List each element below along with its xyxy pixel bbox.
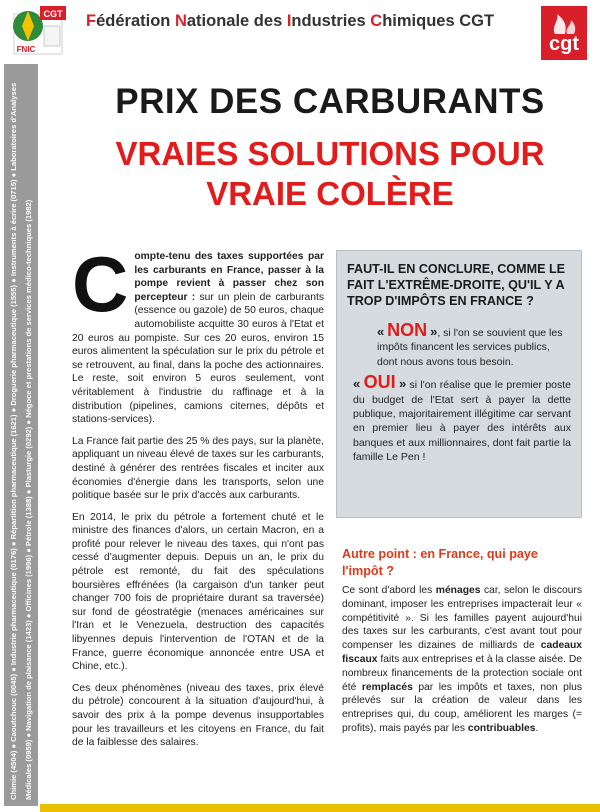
box-question: FAUT-IL EN CONCLURE, COMME LE FAIT L'EXTRÊME-DROITE, QU'IL Y A TROP D'IMPÔTS EN FRANCE ? xyxy=(347,262,566,308)
right-bold-menages: ménages xyxy=(435,585,481,596)
sector-sidebar xyxy=(4,64,38,806)
paragraph-3: En 2014, le prix du pétrole a fortement chuté et le ministre des finances d'alors, un certain Macron, en a profité pour relever le niveau des taxes, qui n'ont pas cessé d'augmenter depuis. Depuis un an, le prix du pétrole est remonté, du fait des spéculations boursières effrénées (la cargaison d'un tanker peut changer 700 fois de propriétaire durant sa traversée) sur fond de géostratégie (menaces américaines sur l'Iran et le Venezuela, destruction des capacités libyennes depuis l'intervention de l'OTAN et de la France, guerre économique annoncée entre USA et Chine, etc.). xyxy=(72,511,324,673)
header-title-part-5: ndustries xyxy=(291,12,371,30)
right-text-3: faits aux entreprises et à la classe aisée. De nombreux financements de la protection sociale ont été xyxy=(342,653,582,693)
header-title-part-6: C xyxy=(370,12,383,30)
header-title-part-2: N xyxy=(174,12,187,30)
header-title-part-4: I xyxy=(286,12,292,30)
main-title: PRIX DES CARBURANTS xyxy=(115,82,545,121)
right-column xyxy=(342,584,582,736)
federation-title xyxy=(86,12,516,31)
paragraph-1-lead: ompte-tenu des taxes supportées par les carburants en France, passer à la pompe revient à passer chez son percepteur : xyxy=(134,251,324,303)
subtitle xyxy=(70,134,590,214)
sector-list: Chimie (4504) ● Caoutchouc (0045) ● Industrie pharmaceutique (0176) ● Répartition pharmaceutique (1621) ● Droguerie pharmaceutique (1555) ● Instruments à écrire (0715) ● Laboratoires d'Analyses Médicales (0959) ● Navigation de plaisance (1423) ● Officines (1996) ● Pétrole (1388) ● Plasturgie (0292) ● Négoce et prestations de services médico-techniques (1982) xyxy=(9,82,33,800)
right-text-1: Ce sont d'abord les xyxy=(342,585,436,596)
header-title-part-3: ationale des xyxy=(186,12,287,30)
cgt-logo-text: cgt xyxy=(549,33,579,55)
subtitle-line-2: VRAIE COLÈRE xyxy=(206,175,454,212)
right-text-5: . xyxy=(535,722,539,734)
fnic-cgt-logo xyxy=(4,4,70,60)
header-title-part-7: himiques CGT xyxy=(382,12,495,30)
non-text: , si l'on se souvient que les impôts financent les services publics, dont nous avons tous besoin. xyxy=(377,327,563,368)
header-title-part-0: F xyxy=(86,12,97,30)
paragraph-1 xyxy=(72,240,325,427)
paragraph-4: Ces deux phénomènes (niveau des taxes, prix élevé du pétrole) concourent à la situation d'aujourd'hui, à savoir des prix à la pompe devenus insupportables pour les travailleurs et les citoyens en France, du fait de la faiblesse des salaires. xyxy=(72,682,324,749)
cgt-logo xyxy=(541,6,587,60)
header-title-part-1: édération xyxy=(96,12,175,30)
paragraph-2: La France fait partie des 25 % des pays, sur la planète, appliquant un niveau élevé de taxes sur les carburants, destiné à générer des rentrées fiscales et inciter aux économies d'énergie dans les transports, selon une politique basée sur le prix d'accès aux carburants. xyxy=(72,435,324,502)
non-close-quote: » xyxy=(430,324,438,339)
right-bold-contribuables: contribuables xyxy=(467,722,536,734)
logo-cgt-text: CGT xyxy=(43,9,63,19)
right-bold-cadeaux: cadeaux fiscaux xyxy=(342,640,582,665)
logo-fnic-text: FNIC xyxy=(16,45,36,54)
bottom-bar xyxy=(40,804,600,812)
subtitle-line-1: VRAIES SOLUTIONS POUR xyxy=(115,135,545,172)
non-keyword: NON xyxy=(387,320,428,340)
oui-open-quote: « xyxy=(353,376,361,392)
left-column xyxy=(72,240,325,758)
non-open-quote: « xyxy=(377,324,385,339)
section-heading: Autre point : en France, qui paye l'impôt ? xyxy=(342,547,538,578)
oui-keyword: OUI xyxy=(363,372,396,393)
non-answer xyxy=(347,320,571,369)
right-bold-remplaces: remplacés xyxy=(361,681,413,693)
paragraph-1-body: sur un plein de carburants (essence ou gazole) de 50 euros, chaque automobiliste acquitte 30 euros à l'Etat et 20 euros au pompiste. Sur ces 20 euros, environ 15 euros alimentent la spéculation sur le prix du pétrole et se retrouvent, au final, dans la poche des actionnaires. Le reste, soit environ 5 euros seulement, vont véritablement à l'industrie du raffinage et à la distribution (pipelines, camions citernes, dépôts et stations-services). xyxy=(72,291,325,426)
oui-answer xyxy=(347,372,572,464)
oui-close-quote: » xyxy=(398,376,407,392)
right-text-4: par les impôts et taxes, non plus prélevés sur la création de valeur dans les entreprises qui, du coup, améliorent les marges (= profits), mais payés par les xyxy=(342,681,582,734)
fnic-logo-icon xyxy=(4,4,70,60)
question-box xyxy=(336,250,582,518)
oui-text: si l'on réalise que le premier poste du budget de l'Etat sert à payer la dette publique, majoritairement illégitime car servant en premier lieu à payer des intérêts aux banques et aux millionnaires, dont fait partie la famille Le Pen ! xyxy=(353,379,572,464)
dropcap-letter: C xyxy=(72,240,129,328)
right-text-2: car, selon le discours dominant, imposer les entreprises impacterait leur « compétitivité ». Si les familles payent aujourd'hui des taxes sur les carburants, c'est avant tout pour compenser les dizaines de milliards de xyxy=(342,585,582,652)
